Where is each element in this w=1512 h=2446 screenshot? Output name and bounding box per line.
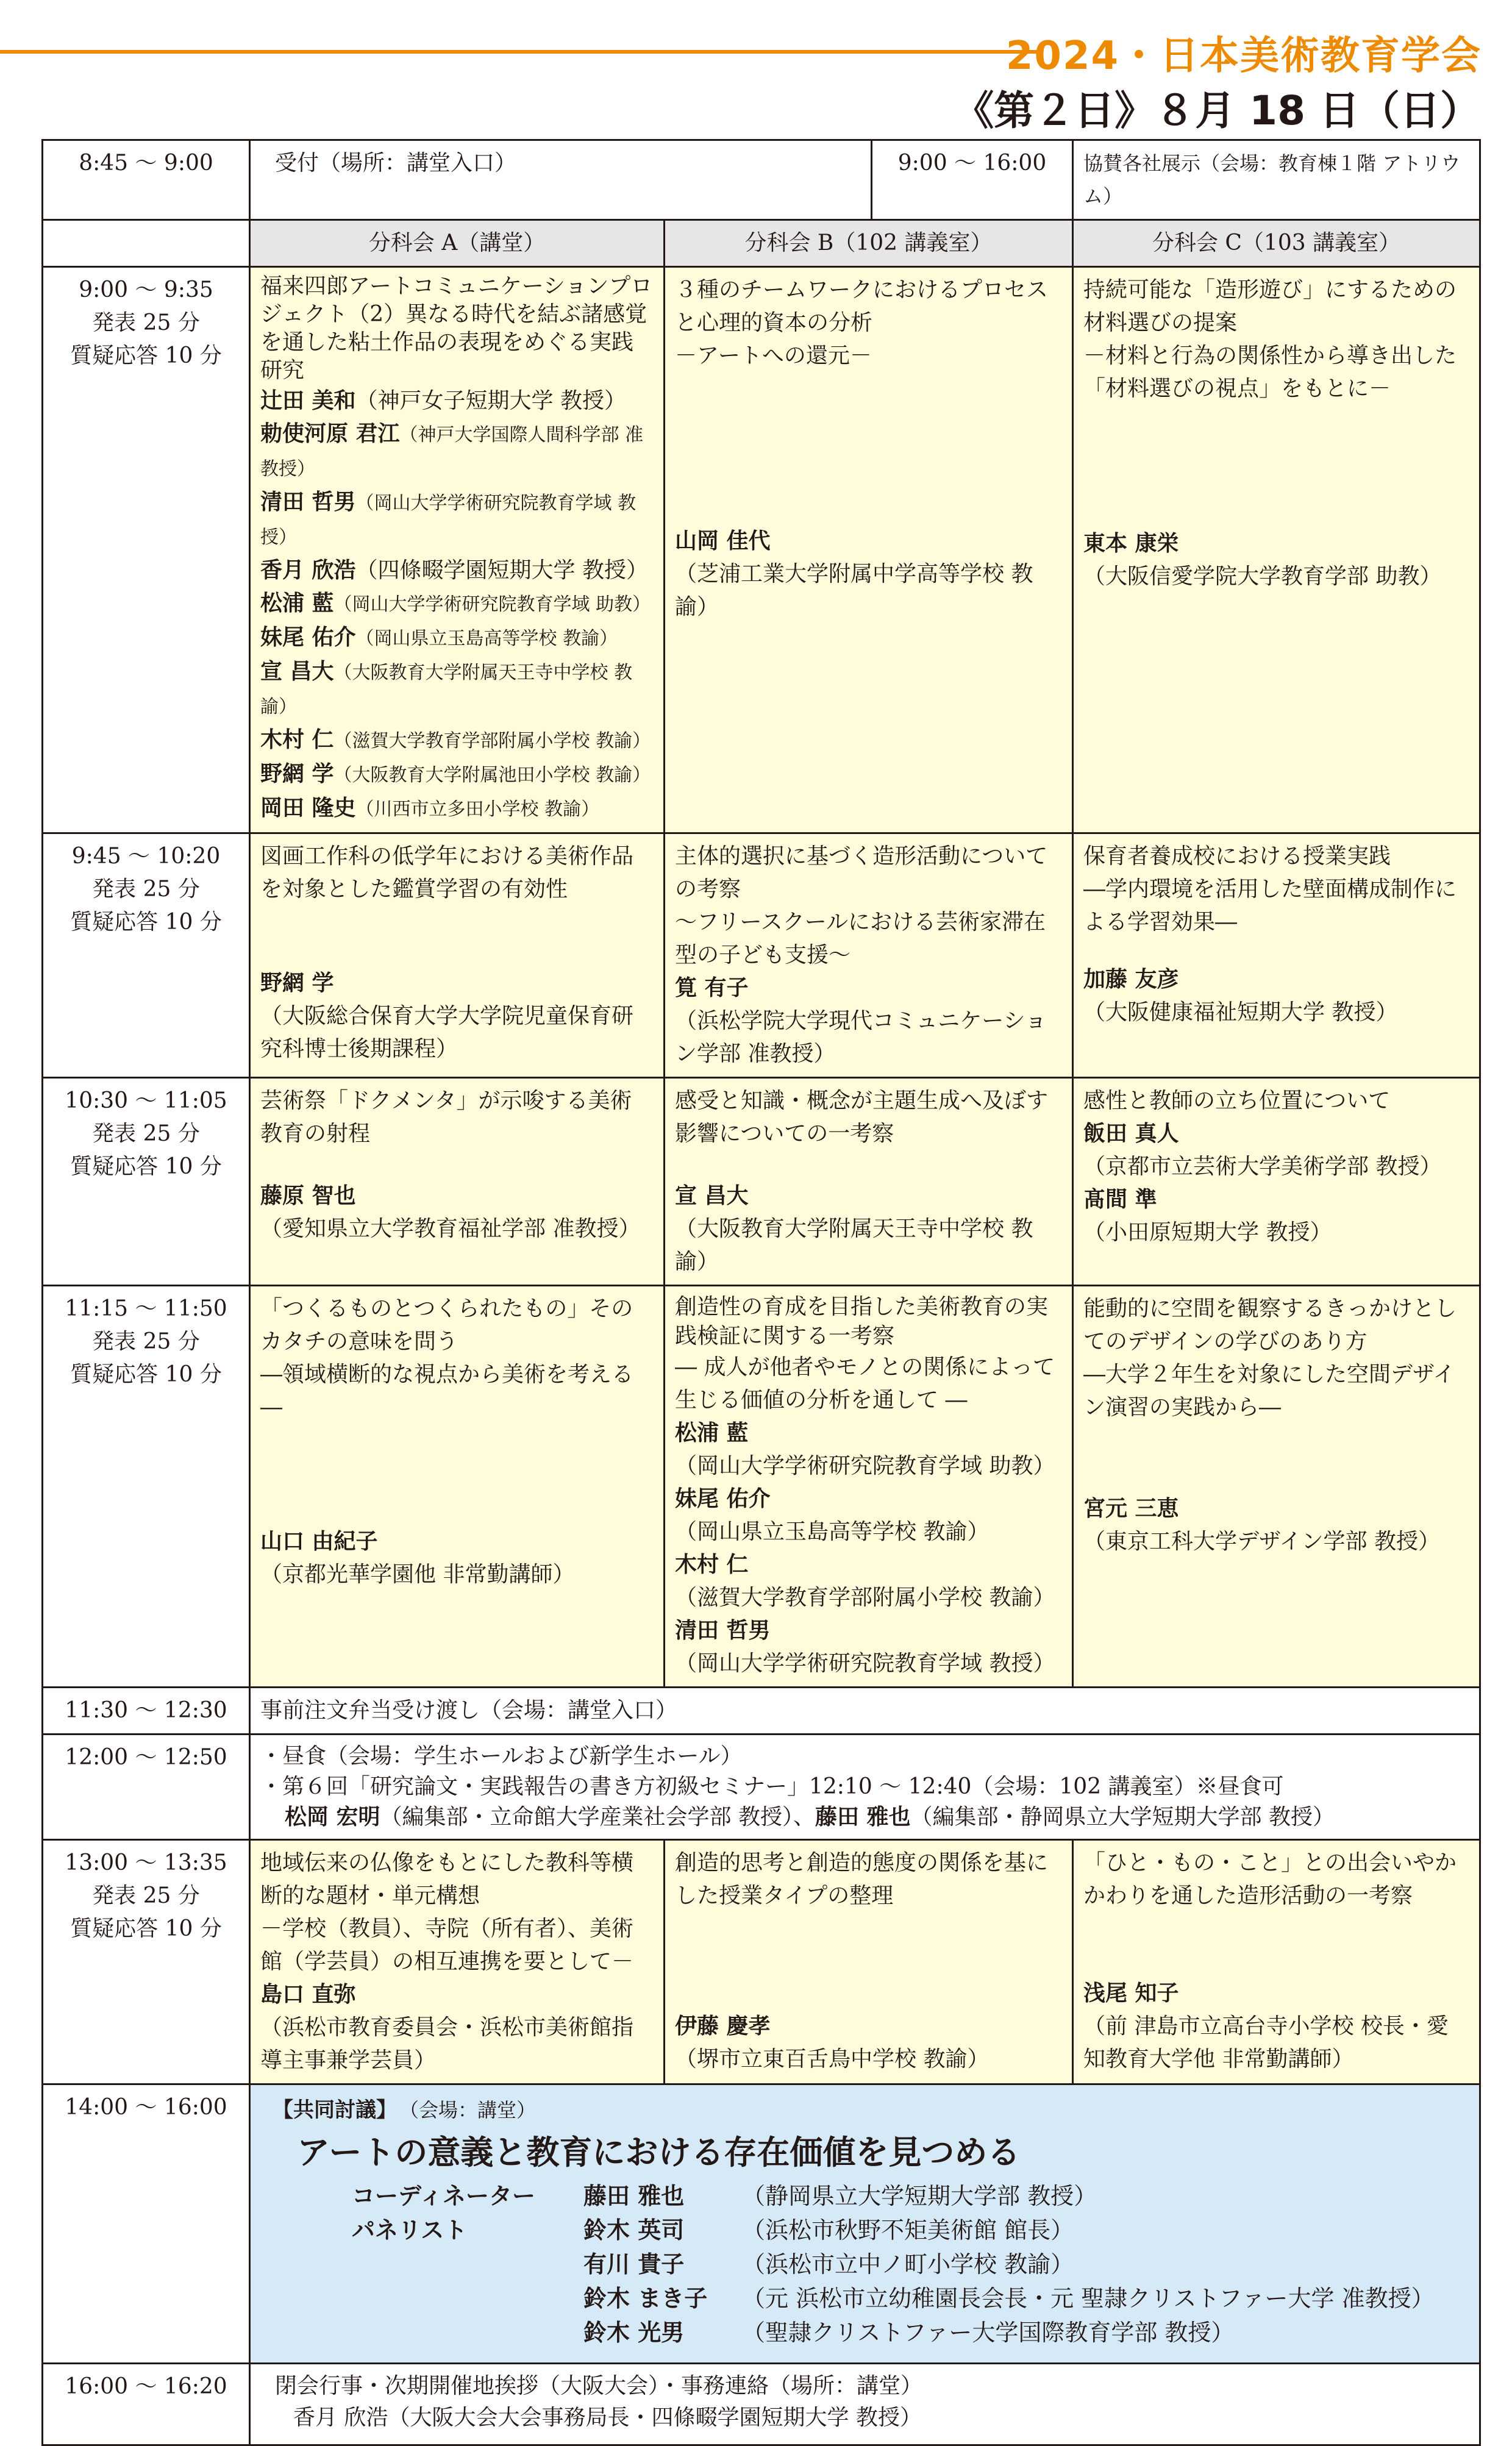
session-2-row <box>43 833 1480 1078</box>
session-4-b: 創造性の育成を目指した美術教育の実践検証に関する一考察 ― 成人が他者やモノとの関係によって生じる価値の分析を通して ― 松浦 藍 （岡山大学学術研究院教育学域 助教） 妹尾 佑介 （岡山県立玉島高等学校 教諭） 木村 仁 （滋賀大学教育学部附属小学校 教諭） 清田 哲男 （岡山大学学術研究院教育学域 教授） <box>665 1286 1073 1688</box>
header-rule <box>0 50 1036 54</box>
presenter-list: 辻田 美和（神戸女子短期大学 教授） 勅使河原 君江（神戸大学国際人間科学部 准教授） 清田 哲男（岡山大学学術研究院教育学域 教授） 香月 欣浩（四條畷学園短期大学 教授） 松浦 藍（岡山大学学術研究院教育学域 助教） 妹尾 佑介（岡山県立玉島高等学校 教諭） 宣 昌大（大阪教育大学附属天王寺中学校 教諭） 木村 仁（滋賀大学教育学部附属小学校 教諭） 野網 学（大阪教育大学附属池田小学校 教諭） 岡田 隆史（川西市立多田小学校 教諭） <box>260 388 651 821</box>
panel-name: 有川 貴子 <box>583 2251 685 2278</box>
session-1-c <box>1073 267 1480 833</box>
room-header-row <box>43 220 1480 267</box>
qa-duration: 質疑応答 10 分 <box>70 343 222 368</box>
time-cell: 14:00 ～ 16:00 <box>43 2084 250 2364</box>
presenter-affiliation: （浜松市教育委員会・浜松市美術館指導主事兼学芸員） <box>260 2015 634 2073</box>
presenter-affiliation: （浜松学院大学現代コミュニケーション学部 准教授） <box>675 1008 1047 1066</box>
room-c-header: 分科会 C（103 講義室） <box>1073 220 1480 267</box>
presenter-name: 島口 直弥 <box>260 1982 356 2007</box>
time-cell <box>43 1286 250 1688</box>
closing-details <box>250 2364 1480 2445</box>
panel-affiliation: （静岡県立大学短期大学部 教授） <box>742 2183 1097 2209</box>
reception-text: 受付（場所：講堂入口） <box>250 140 872 220</box>
panel-affiliation: （浜松市立中ノ町小学校 教諭） <box>742 2251 1074 2278</box>
presentation-duration: 発表 25 分 <box>92 877 200 902</box>
session-3-c <box>1073 1078 1480 1286</box>
conference-title: 2024・日本美術教育学会 <box>1005 34 1482 79</box>
session-4-row <box>43 1286 1480 1688</box>
lunch-line: ・昼食（会場：学生ホールおよび新学生ホール） <box>260 1744 743 1769</box>
discussion-venue: （会場：講堂） <box>409 2098 537 2122</box>
time-cell <box>43 1078 250 1286</box>
presentation-duration: 発表 25 分 <box>92 1121 200 1146</box>
presenter-affiliation: （芝浦工業大学附属中学高等学校 教諭） <box>675 562 1033 619</box>
presentation-title: 保育者養成校における授業実践 <box>1083 844 1391 869</box>
presenter-affiliation: （大阪教育大学附属天王寺中学校 教諭） <box>675 1216 1033 1274</box>
presenter-name: 筧 有子 <box>675 975 749 1000</box>
presenter-affiliation: （京都光華学園他 非常勤講師） <box>260 1562 575 1587</box>
session-1-a <box>250 267 665 833</box>
panel-members <box>352 2179 1469 2350</box>
presentation-title: 持続可能な「造形遊び」にするための材料選びの提案 <box>1083 277 1457 335</box>
closing-row <box>43 2364 1480 2445</box>
presentation-title: 「つくるものとつくられたもの」そのカタチの意味を問う <box>260 1296 633 1354</box>
presenter-affiliation: （愛知県立大学教育福祉学部 准教授） <box>260 1216 641 1241</box>
qa-duration: 質疑応答 10 分 <box>70 1362 222 1387</box>
presenter-affiliation: （小田原短期大学 教授） <box>1083 1220 1332 1245</box>
presentation-title: 福来四郎アートコミュニケーションプロジェクト（2）異なる時代を結ぶ諸感覚を通した粘土作品の表現をめぐる実践研究 <box>260 274 653 383</box>
closing-speaker: 香月 欣浩（大阪大会大会事務局長・四條畷学園短期大学 教授） <box>293 2405 922 2430</box>
presenter-affiliation: （東京工科大学デザイン学部 教授） <box>1083 1529 1440 1554</box>
presenter-name: 加藤 友彦 <box>1083 967 1179 992</box>
session-3-a <box>250 1078 665 1286</box>
empty-cell <box>43 220 250 267</box>
presentation-title: 創造性の育成を目指した美術教育の実践検証に関する一考察 <box>675 1294 1049 1349</box>
panel-name: 鈴木 まき子 <box>583 2285 708 2312</box>
time-cell: 8:45 ～ 9:00 <box>43 140 250 220</box>
presentation-title: 芸術祭「ドクメンタ」が示唆する美術教育の射程 <box>260 1088 632 1146</box>
exhibit-text: 協賛各社展示（会場：教育棟１階 アトリウム） <box>1073 140 1480 220</box>
room-a-header: 分科会 A（講堂） <box>250 220 665 267</box>
presentation-title: 地域伝来の仏像をもとにした教科等横断的な題材・単元構想 <box>260 1850 634 1908</box>
session-2-b <box>665 833 1073 1078</box>
reception-row <box>43 140 1480 220</box>
session-3-b <box>665 1078 1073 1286</box>
session-time: 13:00 ～ 13:35 <box>65 1850 227 1875</box>
time-cell: 11:30 ～ 12:30 <box>43 1688 250 1735</box>
presenter-affiliation: （前 津島市立高台寺小学校 校長・愛知教育大学他 非常勤講師） <box>1083 2014 1449 2072</box>
discussion-row <box>43 2084 1480 2364</box>
schedule-table <box>41 139 1481 2446</box>
presenter-name: 野網 学 <box>260 971 334 996</box>
presentation-title: 創造的思考と創造的態度の関係を基にした授業タイプの整理 <box>675 1850 1049 1908</box>
presenter-name: 伊藤 慶孝 <box>675 2014 771 2039</box>
discussion-panel <box>250 2084 1480 2364</box>
presenter-name: 山口 由紀子 <box>260 1529 378 1554</box>
session-3-row <box>43 1078 1480 1286</box>
session-time: 9:45 ～ 10:20 <box>71 844 221 869</box>
exhibit-time-cell: 9:00 ～ 16:00 <box>872 140 1073 220</box>
presentation-title: 図画工作科の低学年における美術作品を対象とした鑑賞学習の有効性 <box>260 844 634 902</box>
presenter-name: 髙間 準 <box>1083 1187 1157 1212</box>
discussion-heading: 【共同討議】 <box>273 2098 397 2122</box>
presentation-title: 「ひと・もの・こと」との出会いやかかわりを通した造形活動の一考察 <box>1083 1850 1457 1908</box>
presenter-name: 飯田 真人 <box>1083 1121 1179 1146</box>
session-2-c <box>1073 833 1480 1078</box>
time-cell <box>43 267 250 833</box>
presenter-name: 宮元 三恵 <box>1083 1496 1179 1521</box>
lunch-pickup-text: 事前注文弁当受け渡し（会場：講堂入口） <box>250 1688 1480 1735</box>
presentation-title: 主体的選択に基づく造形活動についての考察 <box>675 844 1048 902</box>
time-cell: 12:00 ～ 12:50 <box>43 1735 250 1840</box>
session-5-b <box>665 1840 1073 2084</box>
presenter-name: 宣 昌大 <box>675 1183 749 1208</box>
presentation-subtitle: －材料と行為の関係性から導き出した「材料選びの視点」をもとに－ <box>1083 343 1457 401</box>
seminar-line: ・第６回「研究論文・実践報告の書き方初級セミナー」12:10 ～ 12:40（会場：102 講義室）※昼食可 <box>260 1774 1284 1799</box>
time-cell: 16:00 ～ 16:20 <box>43 2364 250 2445</box>
session-time: 9:00 ～ 9:35 <box>79 277 213 302</box>
time-cell <box>43 1840 250 2084</box>
qa-duration: 質疑応答 10 分 <box>70 1916 222 1941</box>
time-cell <box>43 833 250 1078</box>
presentation-subtitle: ―学内環境を活用した壁面構成制作による学習効果― <box>1083 877 1457 935</box>
discussion-title: アートの意義と教育における存在価値を見つめる <box>297 2133 1021 2172</box>
presentation-title: 能動的に空間を観察するきっかけとしてのデザインの学びのあり方 <box>1083 1296 1457 1354</box>
session-5-row <box>43 1840 1480 2084</box>
presentation-title: ３種のチームワークにおけるプロセスと心理的資本の分析 <box>675 277 1049 335</box>
lunch-pickup-row <box>43 1688 1480 1735</box>
day-title: 《第２日》８月 18 日（日） <box>954 87 1480 134</box>
session-5-c <box>1073 1840 1480 2084</box>
panel-affiliation: （聖隷クリストファー大学国際教育学部 教授） <box>742 2319 1235 2346</box>
session-2-a <box>250 833 665 1078</box>
presenter-affiliation: （大阪信愛学院大学教育学部 助教） <box>1083 564 1442 589</box>
panel-name: 鈴木 光男 <box>583 2319 685 2346</box>
presenter-name: 東本 康栄 <box>1083 531 1179 556</box>
presentation-subtitle: ―領域横断的な視点から美術を考える― <box>260 1362 634 1420</box>
lunch-details <box>250 1735 1480 1840</box>
panel-affiliation: （浜松市秋野不矩美術館 館長） <box>742 2217 1074 2244</box>
presentation-duration: 発表 25 分 <box>92 1329 200 1354</box>
coordinator-label: コーディネーター <box>352 2183 535 2209</box>
presenter-affiliation: （京都市立芸術大学美術学部 教授） <box>1083 1154 1442 1179</box>
session-4-a <box>250 1286 665 1688</box>
presentation-duration: 発表 25 分 <box>92 310 200 335</box>
session-time: 10:30 ～ 11:05 <box>65 1088 227 1113</box>
panel-name: 藤田 雅也 <box>583 2183 685 2209</box>
presenter-affiliation: （堺市立東百舌鳥中学校 教諭） <box>675 2047 990 2072</box>
lunch-row <box>43 1735 1480 1840</box>
presentation-title: 感受と知識・概念が主題生成へ及ぼす影響についての一考察 <box>675 1088 1049 1146</box>
session-time: 11:15 ～ 11:50 <box>65 1296 227 1321</box>
panel-name: 鈴木 英司 <box>583 2217 685 2244</box>
session-1-b <box>665 267 1073 833</box>
session-4-c <box>1073 1286 1480 1688</box>
presenter-name: 山岡 佳代 <box>675 529 771 554</box>
presenter-name: 藤原 智也 <box>260 1183 356 1208</box>
presenter-affiliation: （大阪総合保育大学大学院児童保育研究科博士後期課程） <box>260 1004 634 1061</box>
presentation-subtitle: －学校（教員）、寺院（所有者）、美術館（学芸員）の相互連携を要として－ <box>260 1916 634 1974</box>
session-5-a <box>250 1840 665 2084</box>
presenter-name: 浅尾 知子 <box>1083 1981 1179 2006</box>
qa-duration: 質疑応答 10 分 <box>70 910 222 935</box>
panel-affiliation: （元 浜松市立幼稚園長会長・元 聖隷クリストファー大学 准教授） <box>742 2285 1435 2312</box>
closing-line: 閉会行事・次期開催地挨拶（大阪大会）・事務連絡（場所：講堂） <box>275 2373 923 2398</box>
presentation-duration: 発表 25 分 <box>92 1883 200 1908</box>
presentation-subtitle: －アートへの還元－ <box>675 343 872 368</box>
presentation-subtitle: ―大学２年生を対象にした空間デザイン演習の実践から― <box>1083 1362 1455 1420</box>
seminar-lecturers: 松岡 宏明（編集部・立命館大学産業社会学部 教授）、藤田 雅也（編集部・静岡県立大学短期大学部 教授） <box>285 1805 1335 1830</box>
session-1-row <box>43 267 1480 833</box>
panelist-label: パネリスト <box>352 2217 468 2244</box>
qa-duration: 質疑応答 10 分 <box>70 1154 222 1179</box>
presentation-subtitle: ～フリースクールにおける芸術家滞在型の子ども支援～ <box>675 910 1046 968</box>
presentation-title: 感性と教師の立ち位置について <box>1083 1088 1391 1113</box>
presenter-affiliation: （大阪健康福祉短期大学 教授） <box>1083 1000 1398 1025</box>
presentation-subtitle: ― 成人が他者やモノとの関係によって生じる価値の分析を通して ― <box>675 1355 1055 1413</box>
room-b-header: 分科会 B（102 講義室） <box>665 220 1073 267</box>
